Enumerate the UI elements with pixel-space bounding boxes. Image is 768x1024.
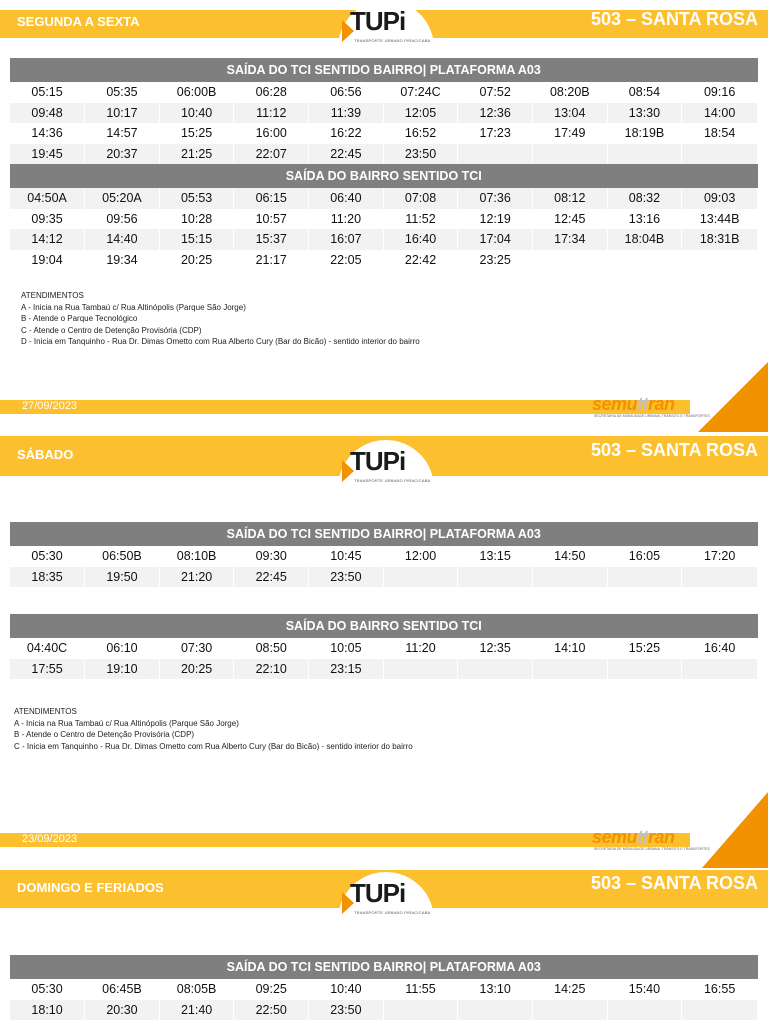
time-cell: 22:10 bbox=[234, 659, 309, 680]
time-cell bbox=[458, 567, 533, 588]
time-cell: 04:40C bbox=[10, 638, 85, 659]
time-cell: 07:36 bbox=[458, 188, 533, 209]
time-cell: 16:00 bbox=[234, 123, 309, 144]
time-cell: 12:00 bbox=[383, 546, 458, 567]
time-cell: 08:32 bbox=[607, 188, 682, 209]
table-title: SAÍDA DO BAIRRO SENTIDO TCI bbox=[10, 614, 758, 638]
semuttran-subtext: SECRETARIA DE MOBILIDADE URBANA, TRÂNSITO E TRANSPORTES bbox=[594, 847, 710, 851]
time-cell bbox=[682, 1000, 758, 1021]
logo-subtext: TRANSPORTE URBANO PIRACICABA bbox=[354, 38, 431, 43]
time-cell bbox=[458, 659, 533, 680]
note-line: C - Atende o Centro de Detenção Provisória (CDP) bbox=[21, 325, 202, 335]
time-cell: 18:54 bbox=[682, 123, 758, 144]
time-cell: 09:30 bbox=[234, 546, 309, 567]
time-cell bbox=[607, 1000, 682, 1021]
time-cell: 05:15 bbox=[10, 82, 85, 103]
time-cell: 09:25 bbox=[234, 979, 309, 1000]
time-cell: 12:05 bbox=[383, 103, 458, 124]
time-cell: 23:50 bbox=[309, 567, 384, 588]
time-cell bbox=[532, 144, 607, 165]
time-cell: 10:45 bbox=[309, 546, 384, 567]
logo-part: ran bbox=[648, 827, 675, 847]
time-cell: 06:45B bbox=[85, 979, 160, 1000]
time-cell: 13:15 bbox=[458, 546, 533, 567]
time-cell: 23:50 bbox=[309, 1000, 384, 1021]
time-cell bbox=[383, 567, 458, 588]
route-title: 503 – SANTA ROSA bbox=[590, 440, 758, 460]
time-cell: 10:28 bbox=[159, 209, 234, 230]
logo-text: TUPi bbox=[350, 446, 406, 476]
tupi-logo bbox=[338, 440, 434, 490]
footer-band bbox=[0, 833, 690, 847]
time-cell: 18:35 bbox=[10, 567, 85, 588]
time-cell: 12:45 bbox=[532, 209, 607, 230]
timetable-bairro-to-tci bbox=[10, 614, 758, 679]
time-cell bbox=[458, 144, 533, 165]
route-title: 503 – SANTA ROSA bbox=[590, 873, 758, 893]
time-cell: 15:15 bbox=[159, 229, 234, 250]
time-cell: 16:55 bbox=[682, 979, 758, 1000]
time-cell: 19:34 bbox=[85, 250, 160, 271]
time-cell: 09:03 bbox=[682, 188, 758, 209]
time-cell: 19:45 bbox=[10, 144, 85, 165]
time-cell: 17:20 bbox=[682, 546, 758, 567]
time-cell: 08:12 bbox=[532, 188, 607, 209]
time-cell: 16:40 bbox=[383, 229, 458, 250]
time-cell: 06:28 bbox=[234, 82, 309, 103]
day-label: SEGUNDA A SEXTA bbox=[17, 14, 140, 29]
logo-part: tt bbox=[637, 394, 649, 414]
time-cell: 18:10 bbox=[10, 1000, 85, 1021]
note-line: C - Inicia em Tanquinho - Rua Dr. Dimas Ometto com Rua Alberto Cury (Bar do Bicão) - sentido interior do bairro bbox=[14, 741, 413, 751]
time-cell: 22:45 bbox=[309, 144, 384, 165]
time-cell: 19:50 bbox=[85, 567, 160, 588]
service-notes bbox=[14, 706, 413, 752]
time-cell bbox=[607, 659, 682, 680]
time-cell: 15:37 bbox=[234, 229, 309, 250]
time-cell: 05:35 bbox=[85, 82, 160, 103]
note-line: A - Inicia na Rua Tambaú c/ Rua Altinópolis (Parque São Jorge) bbox=[14, 718, 239, 728]
time-cell bbox=[607, 144, 682, 165]
time-cell: 07:52 bbox=[458, 82, 533, 103]
time-cell bbox=[532, 659, 607, 680]
note-line: B - Atende o Parque Tecnológico bbox=[21, 314, 138, 323]
time-cell: 20:25 bbox=[159, 250, 234, 271]
footer-date: 27/09/2023 bbox=[22, 400, 78, 412]
day-label: SÁBADO bbox=[17, 447, 74, 462]
time-cell: 05:20A bbox=[85, 188, 160, 209]
time-cell: 20:30 bbox=[85, 1000, 160, 1021]
table-title: SAÍDA DO TCI SENTIDO BAIRRO| PLATAFORMA A03 bbox=[10, 522, 758, 546]
time-cell bbox=[458, 1000, 533, 1021]
section-sunday-holidays bbox=[0, 868, 768, 1024]
time-cell: 22:42 bbox=[383, 250, 458, 271]
time-cell: 17:49 bbox=[532, 123, 607, 144]
note-line: B - Atende o Centro de Detenção Provisória (CDP) bbox=[14, 730, 195, 739]
logo-part: ran bbox=[648, 394, 675, 414]
time-cell: 08:05B bbox=[159, 979, 234, 1000]
time-cell: 05:30 bbox=[10, 979, 85, 1000]
table-row bbox=[10, 209, 758, 230]
time-cell: 07:08 bbox=[383, 188, 458, 209]
time-cell: 07:24C bbox=[383, 82, 458, 103]
time-cell bbox=[383, 659, 458, 680]
time-cell: 08:54 bbox=[607, 82, 682, 103]
table-row bbox=[10, 546, 758, 567]
time-cell bbox=[532, 1000, 607, 1021]
time-cell: 05:30 bbox=[10, 546, 85, 567]
time-cell: 09:16 bbox=[682, 82, 758, 103]
time-cell: 23:50 bbox=[383, 144, 458, 165]
time-cell: 16:07 bbox=[309, 229, 384, 250]
time-cell: 14:40 bbox=[85, 229, 160, 250]
time-cell bbox=[682, 659, 758, 680]
section-weekdays bbox=[0, 0, 768, 432]
time-cell: 13:04 bbox=[532, 103, 607, 124]
time-cell: 16:52 bbox=[383, 123, 458, 144]
time-cell: 20:25 bbox=[159, 659, 234, 680]
semuttran-wordmark bbox=[592, 394, 675, 415]
time-cell: 11:12 bbox=[234, 103, 309, 124]
time-cell: 21:25 bbox=[159, 144, 234, 165]
timetable-tci-to-bairro bbox=[10, 58, 758, 270]
time-cell: 21:20 bbox=[159, 567, 234, 588]
time-cell bbox=[383, 1000, 458, 1021]
time-cell: 08:50 bbox=[234, 638, 309, 659]
time-cell: 18:19B bbox=[607, 123, 682, 144]
table-row bbox=[10, 188, 758, 209]
time-cell bbox=[682, 567, 758, 588]
time-cell: 06:56 bbox=[309, 82, 384, 103]
note-line: A - Inicia na Rua Tambaú c/ Rua Altinópolis (Parque São Jorge) bbox=[21, 302, 246, 312]
time-cell: 12:19 bbox=[458, 209, 533, 230]
time-cell: 22:05 bbox=[309, 250, 384, 271]
time-cell: 08:10B bbox=[159, 546, 234, 567]
time-cell: 08:20B bbox=[532, 82, 607, 103]
table-row bbox=[10, 659, 758, 680]
time-cell: 15:25 bbox=[159, 123, 234, 144]
table-row bbox=[10, 103, 758, 124]
time-cell: 13:44B bbox=[682, 209, 758, 230]
time-cell: 19:04 bbox=[10, 250, 85, 271]
time-cell: 18:31B bbox=[682, 229, 758, 250]
service-notes bbox=[21, 290, 420, 348]
time-cell: 17:23 bbox=[458, 123, 533, 144]
table-row bbox=[10, 229, 758, 250]
time-cell: 17:55 bbox=[10, 659, 85, 680]
time-cell: 10:40 bbox=[309, 979, 384, 1000]
logo-part: tt bbox=[637, 827, 649, 847]
time-cell: 06:00B bbox=[159, 82, 234, 103]
time-cell: 11:20 bbox=[383, 638, 458, 659]
logo-part: semu bbox=[592, 394, 638, 414]
tupi-logo bbox=[338, 872, 434, 922]
time-cell: 16:40 bbox=[682, 638, 758, 659]
time-cell: 19:10 bbox=[85, 659, 160, 680]
notes-heading: ATENDIMENTOS bbox=[14, 707, 77, 716]
corner-triangle bbox=[702, 792, 768, 868]
logo-text: TUPi bbox=[350, 6, 406, 36]
time-cell: 21:40 bbox=[159, 1000, 234, 1021]
time-cell: 12:35 bbox=[458, 638, 533, 659]
time-cell: 11:20 bbox=[309, 209, 384, 230]
time-cell: 11:39 bbox=[309, 103, 384, 124]
table-row bbox=[10, 1000, 758, 1021]
time-cell: 13:10 bbox=[458, 979, 533, 1000]
table-title: SAÍDA DO BAIRRO SENTIDO TCI bbox=[10, 164, 758, 188]
time-cell: 11:52 bbox=[383, 209, 458, 230]
notes-heading: ATENDIMENTOS bbox=[21, 291, 84, 300]
time-cell: 20:37 bbox=[85, 144, 160, 165]
time-cell: 22:07 bbox=[234, 144, 309, 165]
time-cell: 14:50 bbox=[532, 546, 607, 567]
time-cell: 06:15 bbox=[234, 188, 309, 209]
time-cell: 14:12 bbox=[10, 229, 85, 250]
semuttran-logo bbox=[592, 394, 710, 424]
table-title: SAÍDA DO TCI SENTIDO BAIRRO| PLATAFORMA A03 bbox=[10, 955, 758, 979]
table-row bbox=[10, 82, 758, 103]
time-cell bbox=[607, 250, 682, 271]
corner-triangle bbox=[698, 362, 768, 432]
time-cell: 06:40 bbox=[309, 188, 384, 209]
logo-subtext: TRANSPORTE URBANO PIRACICABA bbox=[354, 478, 431, 483]
time-cell: 16:22 bbox=[309, 123, 384, 144]
time-cell: 05:53 bbox=[159, 188, 234, 209]
time-cell: 13:30 bbox=[607, 103, 682, 124]
time-cell: 22:45 bbox=[234, 567, 309, 588]
route-title: 503 – SANTA ROSA bbox=[590, 9, 758, 29]
time-cell: 23:15 bbox=[309, 659, 384, 680]
semuttran-logo bbox=[592, 827, 710, 857]
time-cell: 16:05 bbox=[607, 546, 682, 567]
time-cell: 04:50A bbox=[10, 188, 85, 209]
time-cell: 10:05 bbox=[309, 638, 384, 659]
time-cell: 06:50B bbox=[85, 546, 160, 567]
table-row bbox=[10, 144, 758, 165]
time-cell: 10:57 bbox=[234, 209, 309, 230]
logo-part: semu bbox=[592, 827, 638, 847]
time-cell: 09:48 bbox=[10, 103, 85, 124]
time-cell: 12:36 bbox=[458, 103, 533, 124]
time-cell: 18:04B bbox=[607, 229, 682, 250]
time-cell: 13:16 bbox=[607, 209, 682, 230]
time-cell bbox=[607, 567, 682, 588]
time-cell: 10:17 bbox=[85, 103, 160, 124]
time-cell bbox=[532, 567, 607, 588]
time-cell: 09:35 bbox=[10, 209, 85, 230]
logo-text: TUPi bbox=[350, 878, 406, 908]
time-cell bbox=[682, 144, 758, 165]
time-cell: 14:00 bbox=[682, 103, 758, 124]
note-line: D - Inicia em Tanquinho - Rua Dr. Dimas Ometto com Rua Alberto Cury (Bar do Bicão) - sentido interior do bairro bbox=[21, 337, 420, 346]
time-cell: 14:25 bbox=[532, 979, 607, 1000]
time-cell: 17:04 bbox=[458, 229, 533, 250]
time-cell: 22:50 bbox=[234, 1000, 309, 1021]
timetable-tci-to-bairro bbox=[10, 522, 758, 587]
time-cell: 15:25 bbox=[607, 638, 682, 659]
time-cell: 17:34 bbox=[532, 229, 607, 250]
section-saturday bbox=[0, 432, 768, 868]
time-cell: 06:10 bbox=[85, 638, 160, 659]
time-cell: 23:25 bbox=[458, 250, 533, 271]
logo-subtext: TRANSPORTE URBANO PIRACICABA bbox=[354, 910, 431, 915]
footer-band bbox=[0, 400, 690, 414]
time-cell bbox=[532, 250, 607, 271]
time-cell: 09:56 bbox=[85, 209, 160, 230]
table-row bbox=[10, 123, 758, 144]
time-cell: 10:40 bbox=[159, 103, 234, 124]
table-row bbox=[10, 250, 758, 271]
table-row bbox=[10, 638, 758, 659]
footer-date: 23/09/2023 bbox=[22, 833, 78, 845]
time-cell: 21:17 bbox=[234, 250, 309, 271]
time-cell: 07:30 bbox=[159, 638, 234, 659]
tupi-logo bbox=[338, 0, 434, 50]
time-cell: 14:10 bbox=[532, 638, 607, 659]
time-cell: 14:36 bbox=[10, 123, 85, 144]
table-row bbox=[10, 567, 758, 588]
day-label: DOMINGO E FERIADOS bbox=[17, 880, 164, 895]
table-row bbox=[10, 979, 758, 1000]
time-cell bbox=[682, 250, 758, 271]
semuttran-subtext: SECRETARIA DE MOBILIDADE URBANA, TRÂNSITO E TRANSPORTES bbox=[594, 414, 710, 418]
time-cell: 11:55 bbox=[383, 979, 458, 1000]
table-title: SAÍDA DO TCI SENTIDO BAIRRO| PLATAFORMA A03 bbox=[10, 58, 758, 82]
timetable-tci-to-bairro bbox=[10, 955, 758, 1020]
time-cell: 15:40 bbox=[607, 979, 682, 1000]
time-cell: 14:57 bbox=[85, 123, 160, 144]
semuttran-wordmark bbox=[592, 827, 675, 848]
